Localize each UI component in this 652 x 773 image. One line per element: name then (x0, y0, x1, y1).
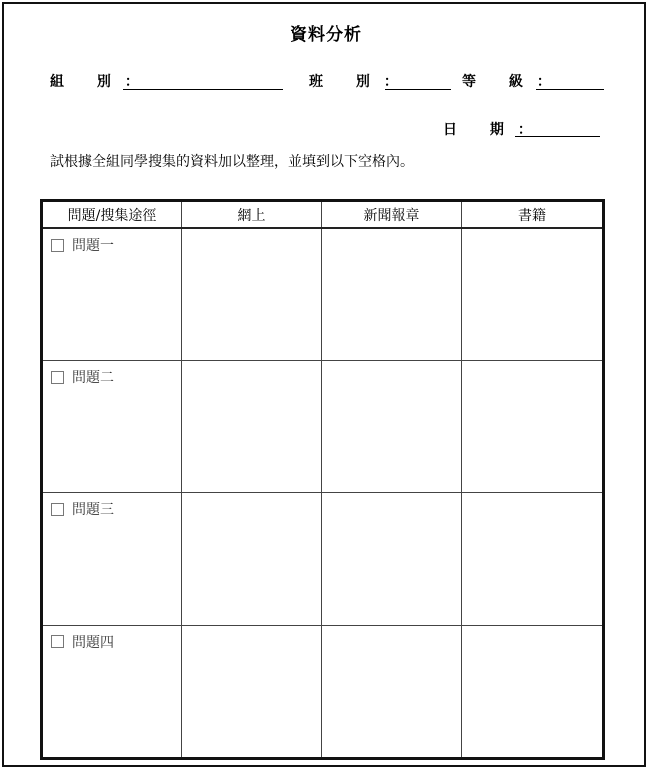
analysis-table (40, 199, 605, 760)
question-label: 問題一 (72, 238, 114, 254)
question-label: 問題三 (72, 502, 114, 519)
colon: ： (517, 122, 532, 138)
colon: ： (383, 74, 398, 90)
online-cell[interactable] (182, 493, 322, 625)
colon: ： (536, 74, 551, 90)
class-field-label (309, 71, 398, 91)
question-label: 問題二 (72, 370, 114, 387)
checkbox-icon[interactable] (51, 503, 64, 516)
page-title: 資料分析 (290, 25, 362, 45)
class-input-line[interactable] (385, 89, 451, 90)
table-row (42, 493, 604, 625)
newspaper-cell[interactable] (322, 625, 462, 758)
online-cell[interactable] (182, 361, 322, 493)
group-label: 組 別 (50, 74, 125, 90)
checkbox-icon[interactable] (51, 239, 64, 252)
group-input-line[interactable] (123, 89, 283, 90)
books-cell[interactable] (462, 361, 604, 493)
online-cell[interactable] (182, 228, 322, 361)
books-cell[interactable] (462, 493, 604, 625)
header-question-source: 問題/搜集途徑 (42, 201, 182, 229)
newspaper-cell[interactable] (322, 493, 462, 625)
question-cell (42, 625, 182, 758)
question-cell (42, 493, 182, 625)
date-input-line[interactable] (515, 136, 600, 137)
table-header-row (42, 201, 604, 229)
group-field-label (50, 71, 139, 91)
newspaper-cell[interactable] (322, 228, 462, 361)
checkbox-icon[interactable] (51, 371, 64, 384)
table-row (42, 228, 604, 361)
grade-input-line[interactable] (536, 89, 604, 90)
question-cell (42, 228, 182, 361)
grade-label: 等 級 (462, 74, 537, 90)
grade-field-label (462, 71, 551, 91)
checkbox-icon[interactable] (51, 635, 64, 648)
table-row (42, 625, 604, 758)
header-books: 書籍 (462, 201, 604, 229)
instruction-text: 試根據全組同學搜集的資料加以整理，並填到以下空格內。 (50, 154, 414, 170)
class-label: 班 別 (309, 74, 384, 90)
date-label: 日 期 (443, 122, 518, 138)
table-row (42, 361, 604, 493)
header-online: 網上 (182, 201, 322, 229)
question-cell (42, 361, 182, 493)
books-cell[interactable] (462, 228, 604, 361)
question-label: 問題四 (72, 634, 114, 651)
newspaper-cell[interactable] (322, 361, 462, 493)
online-cell[interactable] (182, 625, 322, 758)
books-cell[interactable] (462, 625, 604, 758)
header-newspaper: 新聞報章 (322, 201, 462, 229)
colon: ： (124, 74, 139, 90)
